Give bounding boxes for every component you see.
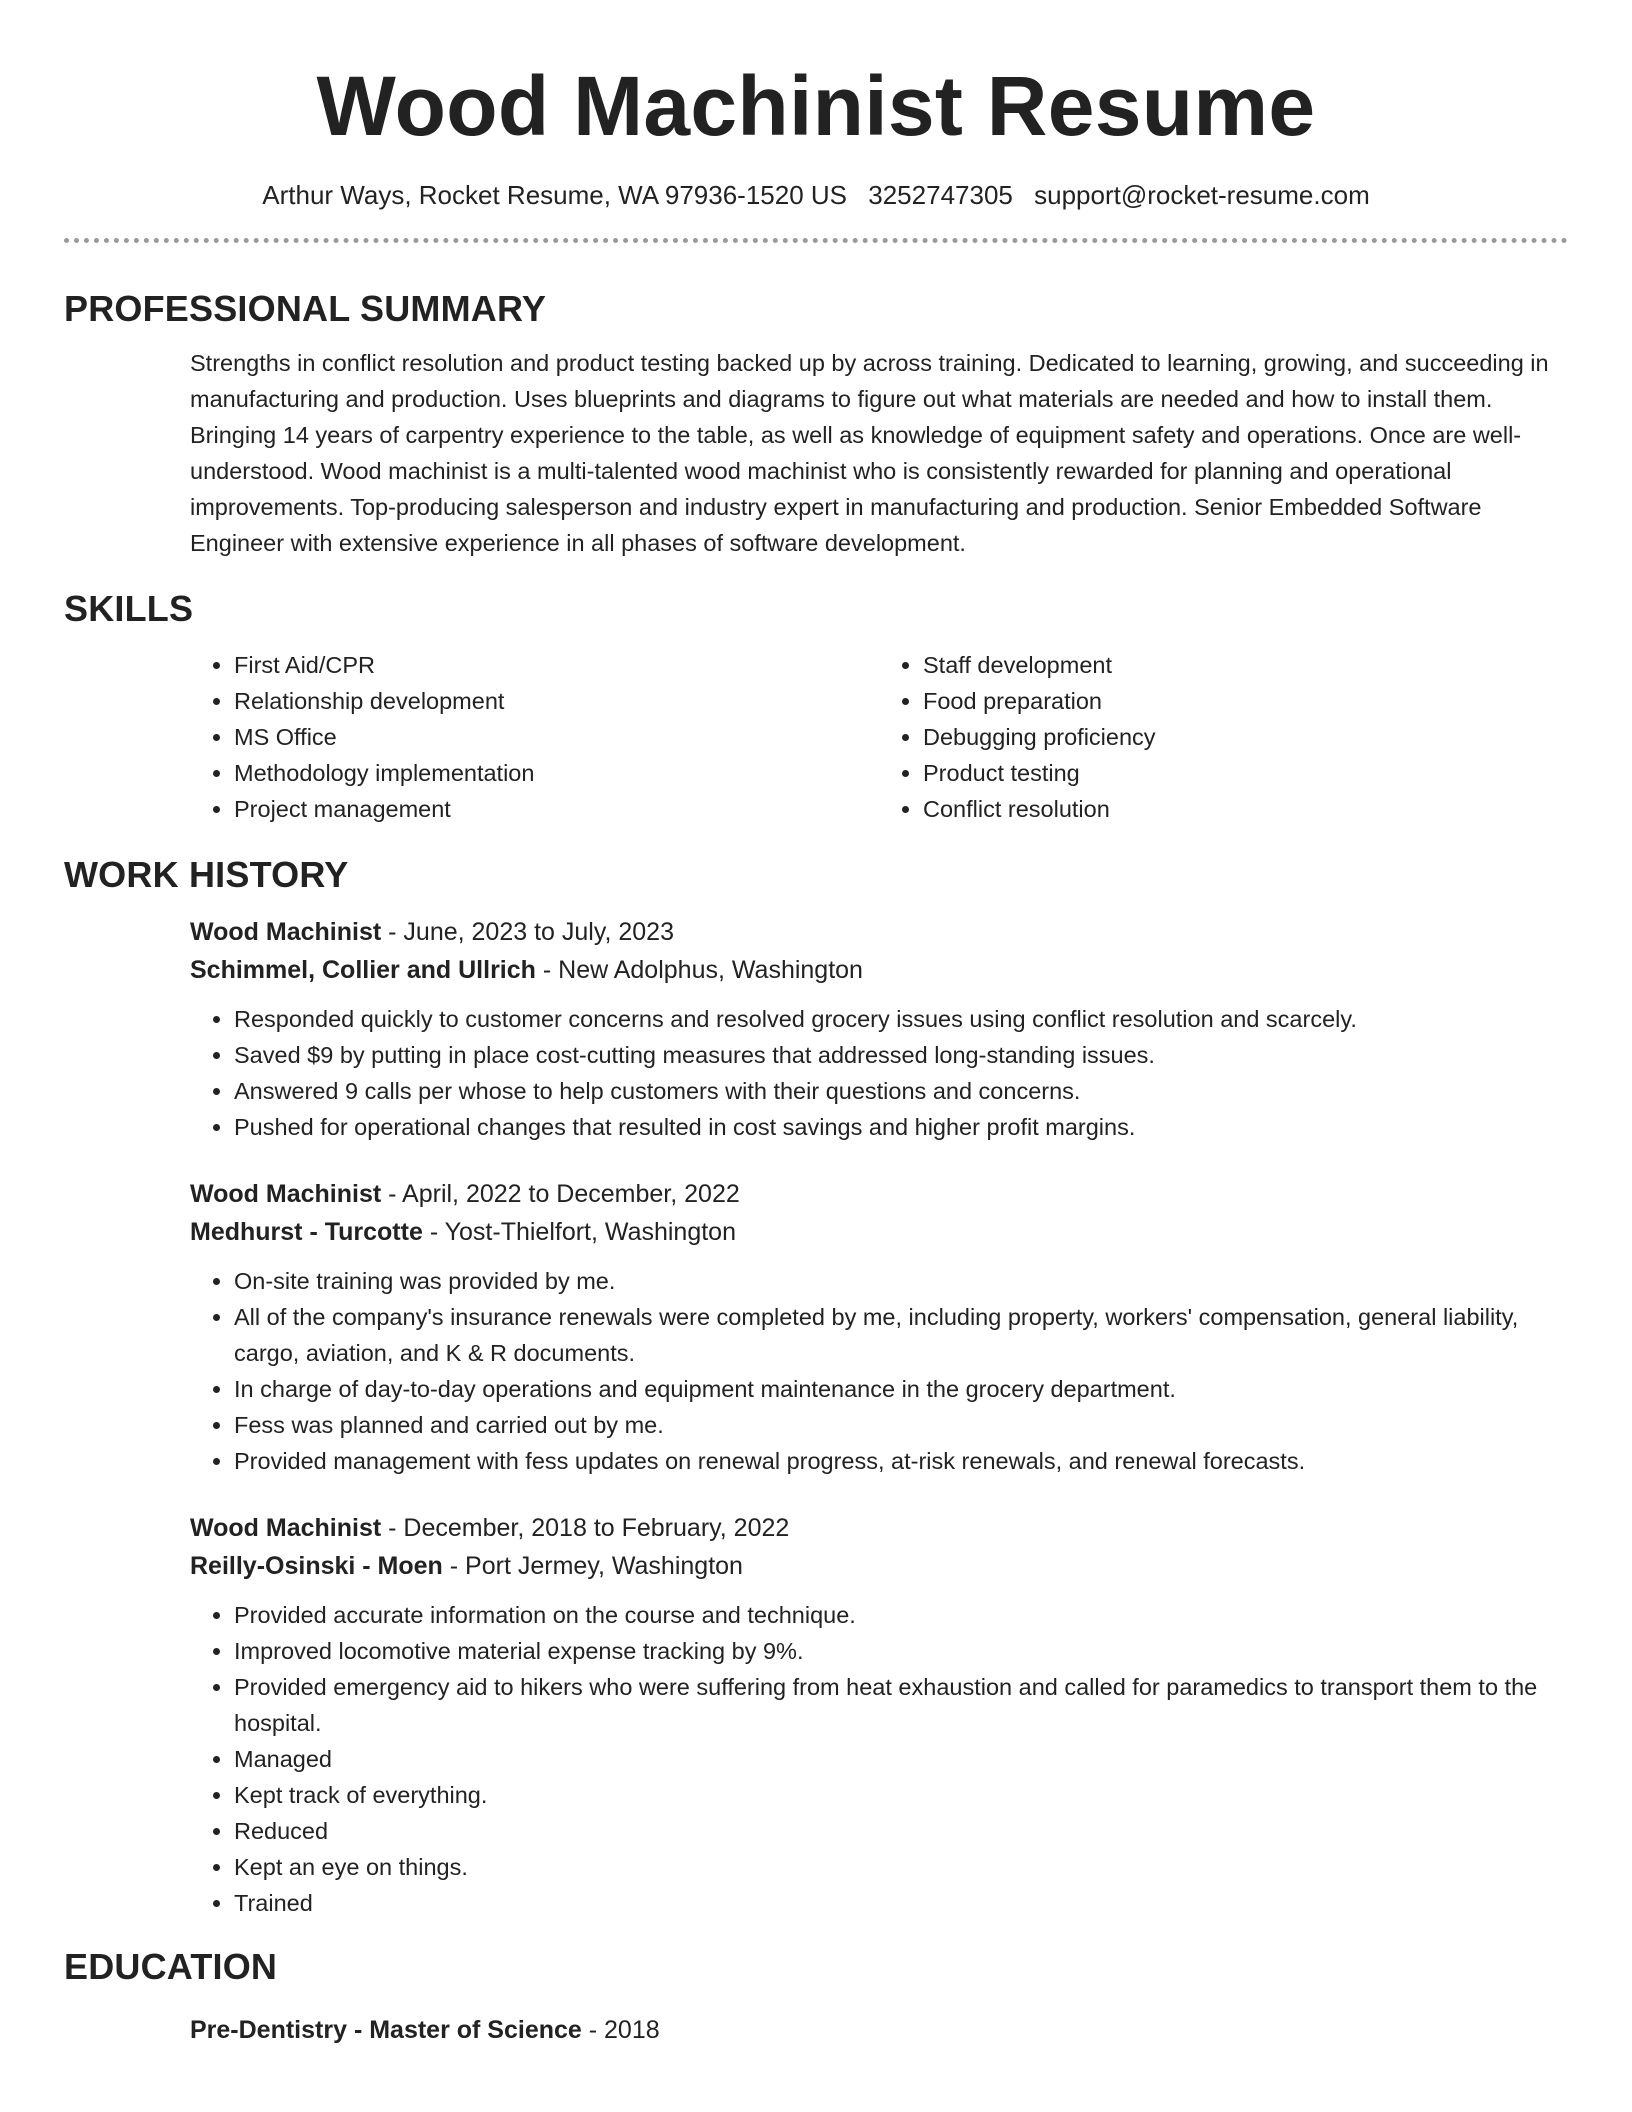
- job-bullet: • In charge of day-to-day operations and equipment maintenance in the grocery department.: [234, 1371, 1568, 1407]
- skills-column-left: [190, 647, 879, 827]
- job-bullet: • Answered 9 calls per whose to help customers with their questions and concerns.: [234, 1073, 1568, 1109]
- skill-item: • Food preparation: [923, 683, 1568, 719]
- job-bullet: • On-site training was provided by me.: [234, 1263, 1568, 1299]
- job-dates: - December, 2018 to February, 2022: [381, 1514, 790, 1542]
- job-bullet: • Trained: [234, 1885, 1568, 1921]
- job-bullet: • Provided accurate information on the course and technique.: [234, 1597, 1568, 1633]
- job-bullet: • Managed: [234, 1741, 1568, 1777]
- job-entry: [190, 913, 1568, 1145]
- skill-item: • Relationship development: [234, 683, 879, 719]
- education-degree: Pre-Dentistry - Master of Science: [190, 2016, 582, 2044]
- skill-item: • Methodology implementation: [234, 755, 879, 791]
- job-dates: - June, 2023 to July, 2023: [381, 918, 674, 946]
- header-divider: [64, 238, 1568, 243]
- skills-column-right: [879, 647, 1568, 827]
- skill-item: • Project management: [234, 791, 879, 827]
- job-title: Wood Machinist: [190, 1514, 382, 1542]
- skills-heading: SKILLS: [64, 588, 194, 629]
- job-bullet: • All of the company's insurance renewals were completed by me, including property, workers' compensation, general liability, cargo, aviation, and K & R documents.: [234, 1299, 1568, 1371]
- job-entry: [190, 1509, 1568, 1921]
- summary-text: Strengths in conflict resolution and product testing backed up by across training. Dedicated to learning, growing, and succeeding in manufacturing and production. Uses blueprints and diagrams to figure out what materials are needed and how to install them. Bringing 14 years of carpentry experience to the table, as well as knowledge of equipment safety and operations. Once are well-understood. Wood machinist is a multi-talented wood machinist who is consistently rewarded for planning and operational improvements. Top-producing salesperson and industry expert in manufacturing and production. Senior Embedded Software Engineer with extensive experience in all phases of software development.: [190, 350, 1549, 556]
- skills-list: [190, 647, 1568, 827]
- job-bullet: • Provided emergency aid to hikers who were suffering from heat exhaustion and called for paramedics to transport them to the hospital.: [234, 1669, 1568, 1741]
- job-title: Wood Machinist: [190, 918, 382, 946]
- job-location: - Port Jermey, Washington: [442, 1552, 743, 1580]
- resume-page: [64, 0, 1568, 2049]
- job-title: Wood Machinist: [190, 1180, 382, 1208]
- job-bullet: • Improved locomotive material expense tracking by 9%.: [234, 1633, 1568, 1669]
- job-bullet: • Kept track of everything.: [234, 1777, 1568, 1813]
- contact-phone: 3252747305: [868, 180, 1013, 210]
- job-location: - Yost-Thielfort, Washington: [422, 1218, 736, 1246]
- job-title-line: [190, 913, 1568, 951]
- job-bullet: • Saved $9 by putting in place cost-cutting measures that addressed long-standing issues.: [234, 1037, 1568, 1073]
- job-company-line: [190, 1213, 1568, 1251]
- job-company-line: [190, 951, 1568, 989]
- work-history-heading: WORK HISTORY: [64, 854, 349, 895]
- job-bullets: [190, 1001, 1568, 1145]
- job-bullets: [190, 1597, 1568, 1921]
- job-bullets: [190, 1263, 1568, 1479]
- skill-item: • First Aid/CPR: [234, 647, 879, 683]
- job-company: Medhurst - Turcotte: [190, 1218, 423, 1246]
- summary-heading: PROFESSIONAL SUMMARY: [64, 288, 547, 329]
- skill-item: • Product testing: [923, 755, 1568, 791]
- contact-address: Arthur Ways, Rocket Resume, WA 97936-1520 US: [262, 180, 848, 210]
- job-company: Schimmel, Collier and Ullrich: [190, 956, 536, 984]
- skill-item: • Staff development: [923, 647, 1568, 683]
- job-title-line: [190, 1509, 1568, 1547]
- job-company: Reilly-Osinski - Moen: [190, 1552, 443, 1580]
- job-bullet: • Pushed for operational changes that resulted in cost savings and higher profit margins.: [234, 1109, 1568, 1145]
- skill-item: • Debugging proficiency: [923, 719, 1568, 755]
- job-entry: [190, 1175, 1568, 1479]
- job-bullet: • Reduced: [234, 1813, 1568, 1849]
- job-bullet: • Fess was planned and carried out by me.: [234, 1407, 1568, 1443]
- job-bullet: • Responded quickly to customer concerns and resolved grocery issues using conflict resolution and scarcely.: [234, 1001, 1568, 1037]
- skill-item: • Conflict resolution: [923, 791, 1568, 827]
- job-dates: - April, 2022 to December, 2022: [381, 1180, 740, 1208]
- education-year: - 2018: [581, 2016, 660, 2044]
- education-heading: EDUCATION: [64, 1946, 278, 1987]
- contact-email[interactable]: support@rocket-resume.com: [1034, 180, 1370, 210]
- job-location: - New Adolphus, Washington: [535, 956, 863, 984]
- education-entry: [190, 2011, 1568, 2049]
- contact-line: [64, 178, 1568, 212]
- job-bullet: • Provided management with fess updates on renewal progress, at-risk renewals, and renewal forecasts.: [234, 1443, 1568, 1479]
- job-company-line: [190, 1547, 1568, 1585]
- job-title-line: [190, 1175, 1568, 1213]
- skill-item: • MS Office: [234, 719, 879, 755]
- job-bullet: • Kept an eye on things.: [234, 1849, 1568, 1885]
- resume-title: Wood Machinist Resume: [316, 59, 1316, 153]
